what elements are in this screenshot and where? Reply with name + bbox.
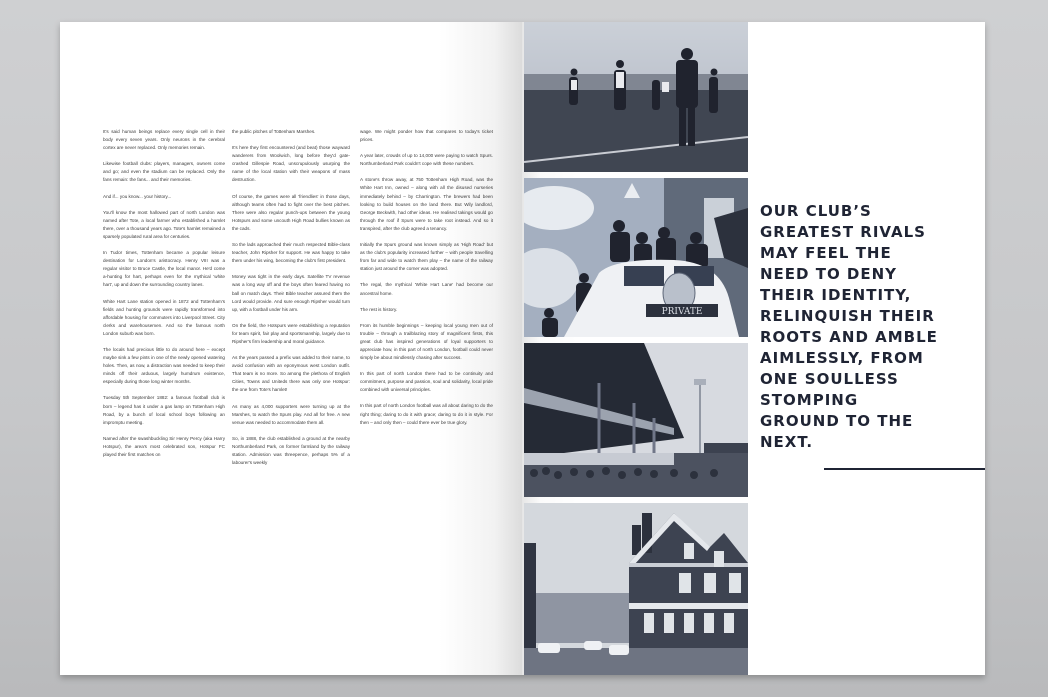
right-page xyxy=(522,22,985,675)
paragraph: In this part of north London football was all about daring to do the right thing; daring to do it with grace; daring to do it in style. For then – and only then – could there ever be true glory. xyxy=(360,403,493,425)
open-top-bus-trophy-parade-photo xyxy=(524,178,748,337)
headline-line: GREATEST RIVALS xyxy=(760,223,926,241)
paragraph: Named after the swashbuckling Sir Henry Percy (aka Harry Hotspur), the area's most celebrated son, Hotspur FC played their first matches on xyxy=(103,435,225,457)
historic-football-match-photo xyxy=(524,22,748,172)
headline-line: THEIR IDENTITY, xyxy=(760,286,912,304)
paragraph: It's here they first encountered (and beat) those wayward wanderers from Woolwich, long before they'd gate-crashed Gillespie Road, unscrupulously usurping the name of the local station with their weapons of mass destruction. xyxy=(232,145,350,183)
headline-line: AIMLESSLY, FROM xyxy=(760,349,924,367)
paragraph: In Tudor times, Tottenham became a popular leisure destination for London's aristocracy. Henry VIII was a regular visitor to Bruce Castle, the local manor. He'd come a-hunting for hart, perhaps even for the mythical 'white hart', up and down the surrounding country lanes. xyxy=(103,250,225,288)
headline-line: STOMPING xyxy=(760,391,859,409)
paragraph: A year later, crowds of up to 14,000 were paying to watch Spurs. Northumberland Park couldn't cope with these numbers. xyxy=(360,153,493,167)
paragraph: wage. We might ponder how that compares to today's ticket prices. xyxy=(360,129,493,143)
bus-sign-text: PRIVATE xyxy=(661,307,703,317)
text-column-3 xyxy=(360,128,493,435)
headline-line: ROOTS AND AMBLE xyxy=(760,328,938,346)
paragraph: As many as 4,000 supporters were turning up at the Marshes, to watch the Spurs play. And all for free. A new venue was needed to accommodate them all. xyxy=(232,403,350,425)
paragraph: Tuesday 5th September 1882: a famous football club is born – legend has it under a gas lamp on Tottenham High Road, by a bunch of local school boys following an impromptu meeting. xyxy=(103,395,225,425)
pull-quote-headline xyxy=(760,201,980,453)
paragraph: The locals had precious little to do around here – except maybe sink a few pints in one of the newly opened watering holes. Then, as now, a distraction was needed to keep their minds off their arduous, largely humdrum existence, especially during those long winter months. xyxy=(103,346,225,385)
paragraph: So the lads approached their much respected Bible-class teacher, John Ripsher for support. He was happy to take them under his wing, becoming the club's first president. xyxy=(232,242,350,264)
text-column-1 xyxy=(103,128,225,467)
headline-line: NEED TO DENY xyxy=(760,265,898,283)
paragraph: A stone's throw away, at 750 Tottenham High Road, was the White Hart Inn, owned – along with all the disused nurseries immediately behind – by Charrington. The brewers had been looking to build houses on the land there. But Wily landlord, George Beckwith, had other ideas. He realised takings would go through the roof if Spurs were to take root instead. And so it transpired, after the club agreed a tenancy. xyxy=(360,177,493,231)
paragraph: Initially the Spurs ground was known simply as 'High Road' but as the club's popularity increased further – with people travelling from far and wide to watch them play – the name of the railway station just around the corner was adopted. xyxy=(360,242,493,272)
headline-line: OUR CLUB’S xyxy=(760,202,872,220)
magazine-spread xyxy=(60,22,985,675)
paragraph: The regal, the mythical 'White Hart Lane' had become our ancestral home. xyxy=(360,282,493,296)
paragraph: On the field, the Hotspurs were establishing a reputation for team spirit, fair play and sportsmanship, largely due to Ripsher's firm leadership and moral guidance. xyxy=(232,322,350,344)
paragraph: As the years passed a prefix was added to their name, to avoid confusion with an eponymous west London outfit. That team is no more. So among the plethora of English Cities, Towns and Uniteds there was only one Hotspur: the one from Tote's hamlet! xyxy=(232,355,350,393)
stadium-stand-crowd-photo xyxy=(524,343,748,497)
left-page xyxy=(60,22,522,675)
paragraph: In this part of north London there had to be continuity and commitment, purpose and passion, soul and solidarity, local pride combined with universal principles. xyxy=(360,371,493,393)
paragraph: Likewise football clubs: players, managers, owners come and go; and even the stadium can be replaced. Only the fans remain: the fans... and their memories. xyxy=(103,161,225,183)
paragraph: the public pitches of Tottenham Marshes. xyxy=(232,129,316,134)
paragraph: Money was tight in the early days. Satellite TV revenue was a long way off and the boys often feared having no ball on match days. Their Bible teacher assured them the Lord would provide. And sure enough Ripsher would turn up, with a football under his arm. xyxy=(232,274,350,312)
headline-line: RELINQUISH THEIR xyxy=(760,307,935,325)
text-column-2 xyxy=(232,128,350,475)
paragraph: White Hart Lane station opened in 1872 and Tottenham's fields and hunting grounds were rapidly transformed into affordable housing for commuters into Liverpool Street. City clerks and warehousemen. And so the famous north London suburb was born. xyxy=(103,298,225,336)
paragraph: So, in 1888, the club established a ground at the nearby Northumberland Park, on former farmland by the railway station. Admission was threepence, perhaps 5% of a labourer's weekly xyxy=(232,435,350,466)
headline-rule-divider xyxy=(824,468,985,470)
paragraph: You'll know the most hallowed part of north London was named after Tote, a local farmer who established a hamlet there, over a thousand years ago. Tote's hamlet remained a sparsely populated rural area for centuries. xyxy=(103,209,225,239)
headline-line: ONE SOULLESS xyxy=(760,370,899,388)
paragraph: From its humble beginnings – keeping local young men out of trouble – through a trailblazing story of magnificent firsts, this great club has inspired generations of loyal supporters to appreciate how, in this part of north London, football could never simply be about mindlessly chasing after success. xyxy=(360,322,493,361)
white-hart-inn-building-photo xyxy=(524,503,748,675)
headline-line: GROUND TO THE xyxy=(760,412,914,430)
paragraph: It's said human beings replace every single cell in their body every seven years. Only neurons in the cerebral cortex are never replaced. Only memories remain. xyxy=(103,129,225,151)
headline-line: NEXT. xyxy=(760,433,814,451)
paragraph: And if... you know... your history... xyxy=(103,193,172,199)
headline-line: MAY FEEL THE xyxy=(760,244,892,262)
paragraph: The rest is history. xyxy=(360,306,398,312)
paragraph: Of course, the games were all 'friendlies' in those days, although teams often had to fight over the best pitches. There were also regular punch-ups between the young Hotspurs and some uncouth High Road bullies known as the cads. xyxy=(232,193,350,231)
